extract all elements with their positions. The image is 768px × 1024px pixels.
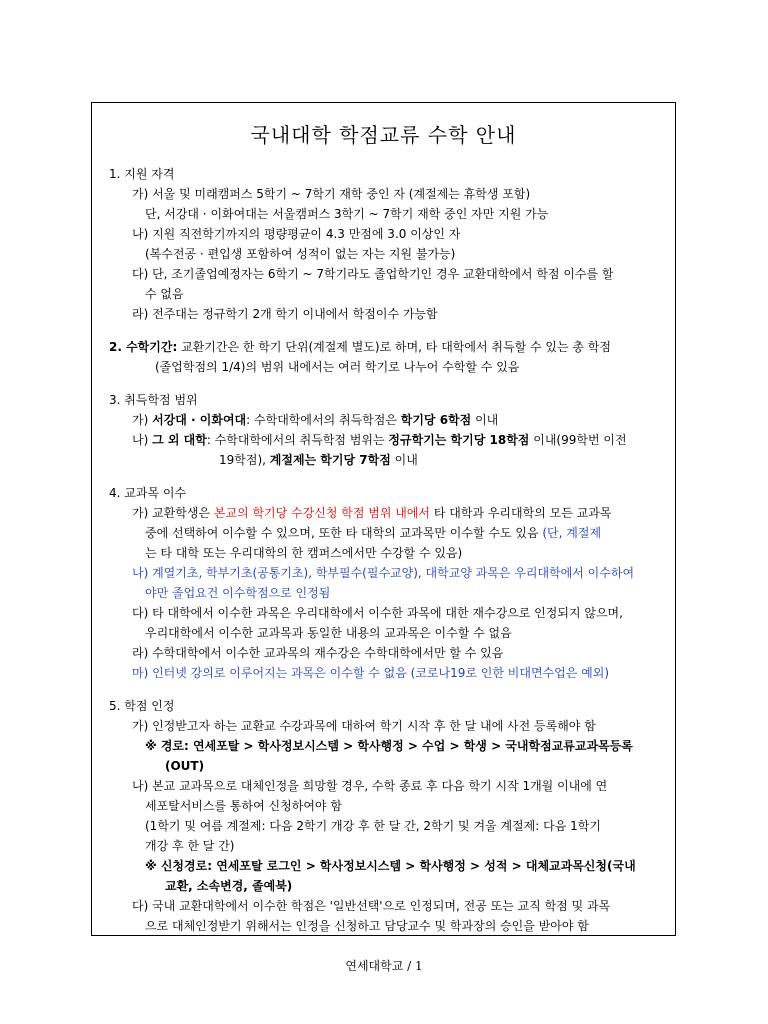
- item-text: [109, 337, 659, 357]
- item-text: [109, 523, 659, 543]
- section-heading: 3. 취득학점 범위: [109, 393, 198, 407]
- section-credit-recognition: [109, 696, 659, 936]
- item-text: 세포탈서비스를 통하여 신청하여야 함: [145, 799, 342, 813]
- item-text: 나) 지원 직전학기까지의 평량평균이 4.3 만점에 3.0 이상인 자: [132, 227, 461, 241]
- item-text: (복수전공 · 편입생 포함하여 성적이 없는 자는 지원 불가능): [145, 247, 456, 261]
- section-credit-range: [109, 390, 659, 470]
- item-text: 다) 단, 조기졸업예정자는 6학기 ~ 7학기라도 졸업학기인 경우 교환대학에서 학점 이수를 할: [132, 267, 614, 281]
- item-text: [109, 450, 659, 470]
- bold-text: 학기당 6학점: [400, 413, 472, 427]
- item-text: 중에 선택하여 이수할 수 있으며, 또한 타 대학의 교과목만 이수할 수도 있음: [145, 526, 543, 540]
- bold-text: 정규학기는 학기당 18학점: [388, 433, 530, 447]
- highlight-blue-text: 나) 계열기초, 학부기초(공통기초), 학부필수(필수교양), 대학교양 과목은 우리대학에서 이수하여: [132, 566, 635, 580]
- path-note: (OUT): [165, 759, 205, 773]
- bold-text: 계절제는 학기당 7학점: [269, 453, 391, 467]
- item-text: (1학기 및 여름 계절제: 다음 2학기 개강 후 한 달 간, 2학기 및 겨울 계절제: 다음 1학기: [145, 819, 601, 833]
- page-footer: 연세대학교 / 1: [345, 959, 423, 973]
- section-heading: 5. 학점 인정: [109, 699, 175, 713]
- section-heading: 4. 교과목 이수: [109, 486, 187, 500]
- item-text: 나) 본교 교과목으로 대체인정을 희망할 경우, 수학 종료 후 다음 학기 시작 1개월 이내에 연: [132, 779, 608, 793]
- item-text: : 수학대학에서의 취득학점 범위는: [206, 433, 389, 447]
- section-courses: [109, 483, 659, 683]
- bold-text: 서강대 · 이화여대: [152, 413, 247, 427]
- document-body: [109, 164, 659, 936]
- highlight-red-text: 본교의 학기당 수강신청 학점 범위 내에서: [213, 506, 431, 520]
- item-text: 이내(99학번 이전: [529, 433, 627, 447]
- item-text: 라) 수학대학에서 이수한 교과목의 재수강은 수학대학에서만 할 수 있음: [132, 646, 504, 660]
- item-text: 라) 전주대는 정규학기 2개 학기 이내에서 학점이수 가능함: [132, 307, 438, 321]
- item-text: 다) 국내 교환대학에서 이수한 학점은 '일반선택'으로 인정되며, 전공 또는 교직 학점 및 과목: [132, 899, 611, 913]
- item-text: 타 대학과 우리대학의 모든 교과목: [430, 506, 612, 520]
- item-text: (졸업학점의 1/4)의 범위 내에서는 여러 학기로 나누어 수학할 수 있음: [155, 360, 520, 374]
- item-text: 교환기간은 한 학기 단위(계절제 별도)로 하며, 타 대학에서 취득할 수 있는 총 학점: [177, 340, 611, 354]
- section-eligibility: [109, 164, 659, 324]
- item-text: 가) 교환학생은: [132, 506, 214, 520]
- item-text: 단, 서강대 · 이화여대는 서울캠퍼스 3학기 ~ 7학기 재학 중인 자만 지원 가능: [145, 207, 549, 221]
- item-text: 19학점),: [219, 453, 270, 467]
- item-prefix: 나): [132, 433, 153, 447]
- section-study-period: [109, 337, 659, 377]
- item-prefix: 가): [132, 413, 153, 427]
- document-title: 국내대학 학점교류 수학 안내: [250, 123, 517, 147]
- highlight-blue-text: 야만 졸업요건 이수학점으로 인정됨: [145, 586, 331, 600]
- item-text: [109, 430, 659, 450]
- item-text: [109, 410, 659, 430]
- highlight-blue-text: 마) 인터넷 강의로 이루어지는 과목은 이수할 수 없음 (코로나19로 인한 비대면수업은 예외): [132, 666, 609, 680]
- path-note: 교환, 소속변경, 졸예북): [165, 879, 293, 893]
- notice-frame: [91, 102, 676, 936]
- item-text: 수 없음: [145, 287, 184, 301]
- item-text: : 수학대학에서의 취득학점은: [246, 413, 401, 427]
- item-text: 개강 후 한 달 간): [145, 839, 235, 853]
- item-text: 가) 인정받고자 하는 교환교 수강과목에 대하여 학기 시작 후 한 달 내에 사전 등록해야 함: [132, 719, 596, 733]
- highlight-blue-text: (단, 계절제: [542, 526, 602, 540]
- item-text: 가) 서울 및 미래캠퍼스 5학기 ~ 7학기 재학 중인 자 (계절제는 휴학생 포함): [132, 187, 531, 201]
- path-note: ※ 경로: 연세포탈 > 학사정보시스템 > 학사행정 > 수업 > 학생 > 국내학점교류교과목등록: [145, 739, 633, 753]
- item-text: 이내: [471, 413, 499, 427]
- item-text: 는 타 대학 또는 우리대학의 한 캠퍼스에서만 수강할 수 있음): [145, 546, 463, 560]
- item-text: 다) 타 대학에서 이수한 과목은 우리대학에서 이수한 과목에 대한 재수강으로 인정되지 않으며,: [132, 606, 623, 620]
- item-text: 으로 대체인정받기 위해서는 인정을 신청하고 담당교수 및 학과장의 승인을 받아야 함: [145, 919, 589, 933]
- section-heading: 1. 지원 자격: [109, 167, 175, 181]
- section-label: 2. 수학기간:: [109, 340, 178, 354]
- bold-text: 그 외 대학: [152, 433, 207, 447]
- item-text: 우리대학에서 이수한 교과목과 동일한 내용의 교과목은 이수할 수 없음: [145, 626, 512, 640]
- path-note: ※ 신청경로: 연세포탈 로그인 > 학사정보시스템 > 학사행정 > 성적 > 대체교과목신청(국내: [145, 859, 636, 873]
- item-text: [109, 503, 659, 523]
- item-text: 이내: [390, 453, 418, 467]
